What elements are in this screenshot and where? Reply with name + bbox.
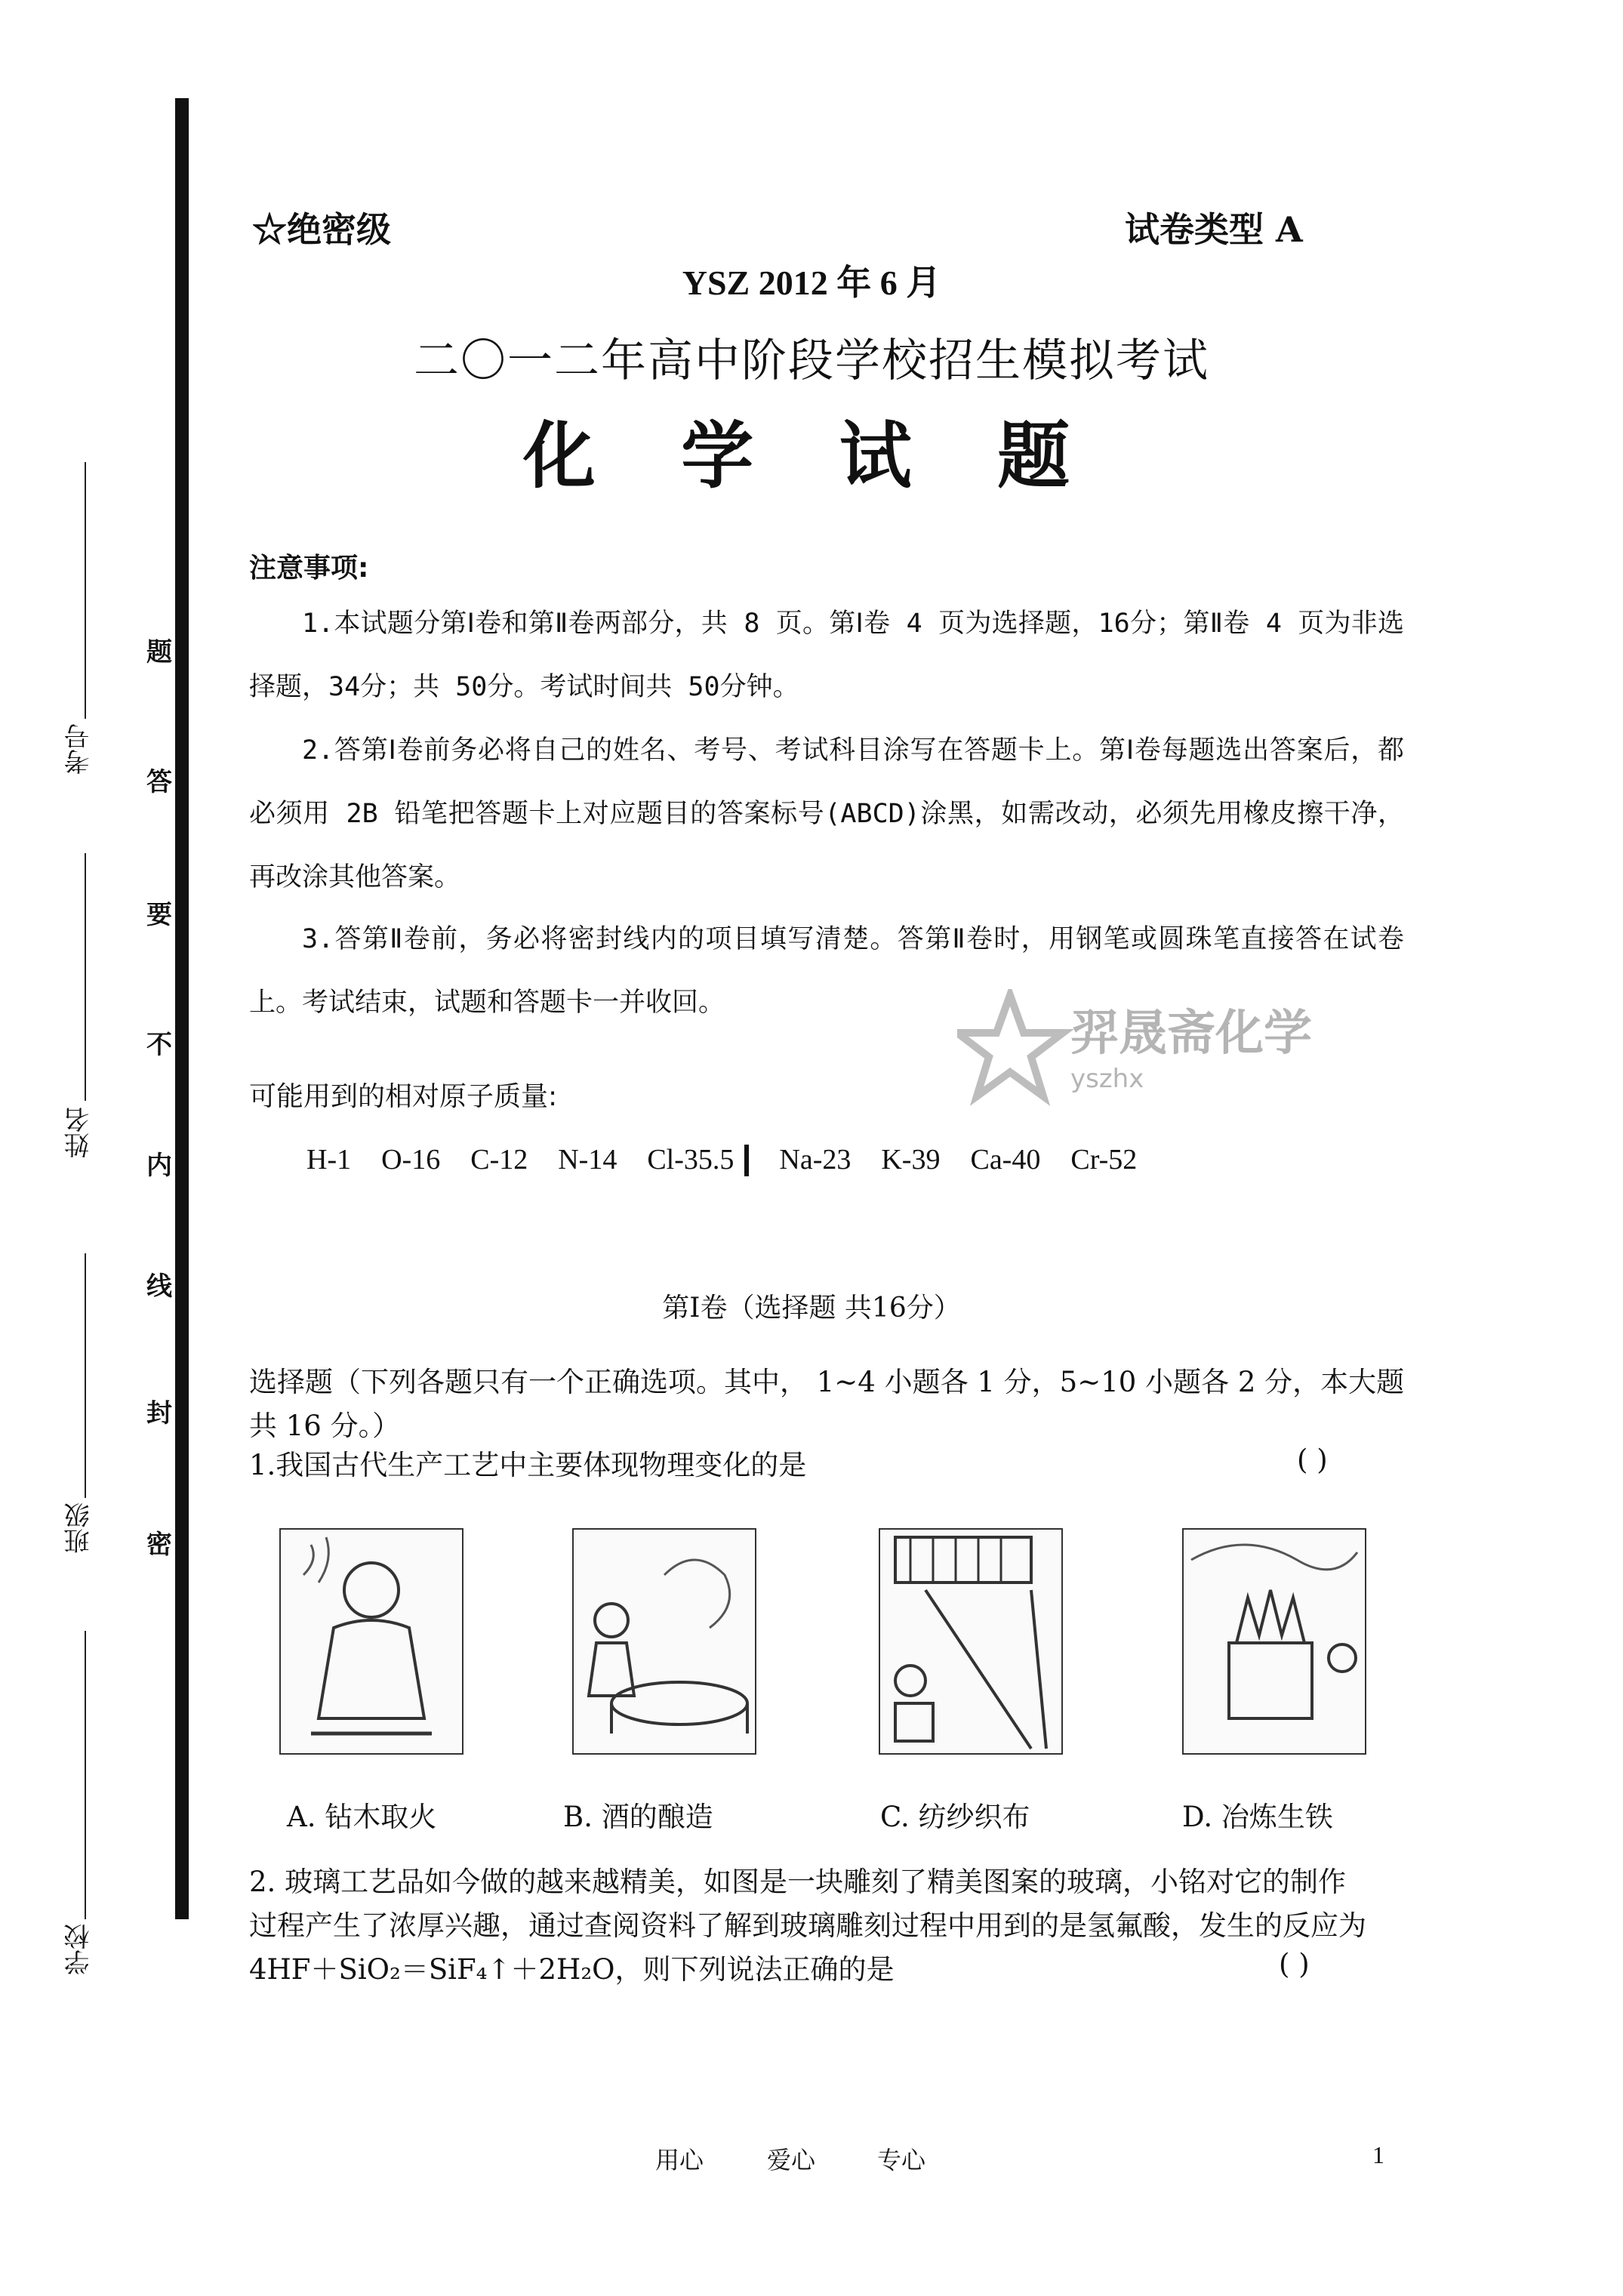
masses-list	[306, 1143, 1137, 1176]
question-2-stem-line: 2. 玻璃工艺品如今做的越来越精美，如图是一块雕刻了精美图案的玻璃，小铭对它的制作	[249, 1866, 1347, 1898]
footer-item: 爱心	[767, 2146, 816, 2174]
field-exam-number-label: 考号	[64, 723, 94, 775]
question-1-answer-bracket[interactable]: ( )	[1297, 1444, 1328, 1476]
star-icon	[957, 989, 1320, 1110]
mass-item: O-16	[381, 1144, 441, 1176]
seal-char: 答	[146, 767, 172, 797]
mass-item: Cl-35.5	[647, 1144, 735, 1176]
watermark-subtext: yszhx	[1070, 1064, 1144, 1094]
watermark-logo	[957, 989, 1320, 1110]
field-name-label: 姓名	[64, 1107, 94, 1158]
mass-separator	[744, 1145, 749, 1176]
question-2-stem-line: 4HF＋SiO₂＝SiF₄↑＋2H₂O，则下列说法正确的是	[249, 1953, 895, 1986]
mass-item: H-1	[306, 1144, 352, 1176]
mass-item: Cr-52	[1070, 1144, 1138, 1176]
question-2-stem-line: 过程产生了浓厚兴趣，通过查阅资料了解到玻璃雕刻过程中用到的是氢氟酸，发生的反应为	[249, 1909, 1366, 1942]
option-c[interactable]: C. 纺纱织布	[880, 1801, 1030, 1833]
notes-heading: 注意事项:	[249, 553, 369, 584]
question-2-answer-bracket[interactable]: ( )	[1279, 1948, 1310, 1980]
seal-char: 内	[146, 1151, 172, 1181]
field-school-label: 学校	[64, 1924, 94, 1975]
option-a[interactable]: A. 钻木取火	[287, 1801, 437, 1833]
note-item: 2.答第Ⅰ卷前务必将自己的姓名、考号、考试科目涂写在答题卡上。第Ⅰ卷每题选出答案后，都必须用 2B 铅笔把答题卡上对应题目的答案标号(ABCD)涂黑，如需改动，必须先用橡皮擦干净，再改涂其他答案。	[249, 735, 1404, 892]
seal-char: 密	[146, 1530, 172, 1560]
option-b-illustration	[572, 1528, 756, 1755]
page-number: 1	[1372, 2141, 1384, 2168]
mass-item: N-14	[558, 1144, 617, 1176]
field-school-line[interactable]	[85, 1631, 86, 1919]
mass-item: Na-23	[779, 1144, 852, 1176]
mass-item: Ca-40	[970, 1144, 1041, 1176]
footer-item: 用心	[655, 2146, 704, 2174]
option-d-illustration	[1182, 1528, 1366, 1755]
note-item: 3.答第Ⅱ卷前，务必将密封线内的项目填写清楚。答第Ⅱ卷时，用钢笔或圆珠笔直接答在试卷上。考试结束，试题和答题卡一并收回。	[249, 924, 1404, 1018]
seal-char: 线	[146, 1271, 172, 1302]
field-name-line[interactable]	[85, 853, 86, 1101]
seal-char: 题	[146, 637, 172, 667]
field-class-label: 班级	[64, 1502, 94, 1554]
option-c-illustration	[879, 1528, 1063, 1755]
section-title: 第Ⅰ卷（选择题 共16分）	[662, 1293, 961, 1324]
exam-subtitle: 二〇一二年高中阶段学校招生模拟考试	[414, 334, 1209, 387]
seal-char: 要	[146, 900, 172, 930]
option-a-illustration	[279, 1528, 463, 1755]
exam-type: 试卷类型 A	[1125, 209, 1303, 250]
secret-level: ☆绝密级	[252, 209, 391, 250]
option-b[interactable]: B. 酒的酿造	[563, 1801, 713, 1833]
exam-date: YSZ 2012 年 6 月	[682, 264, 941, 302]
page-title: 化 学 试 题	[522, 413, 1101, 498]
watermark-text: 羿晟斋化学	[1070, 1006, 1312, 1062]
section-intro: 选择题（下列各题只有一个正确选项。其中， 1~4 小题各 1 分，5~10 小题各 2 分，本大题共 16 分。）	[249, 1366, 1405, 1442]
seal-char: 封	[146, 1398, 172, 1428]
question-1-stem: 1.我国古代生产工艺中主要体现物理变化的是	[249, 1449, 807, 1481]
option-d[interactable]: D. 冶炼生铁	[1182, 1801, 1333, 1833]
mass-item: K-39	[881, 1144, 941, 1176]
seal-char: 不	[146, 1030, 172, 1060]
note-item: 1.本试题分第Ⅰ卷和第Ⅱ卷两部分，共 8 页。第Ⅰ卷 4 页为选择题，16分；第Ⅱ卷 4 页为非选择题，34分；共 50分。考试时间共 50分钟。	[249, 609, 1404, 702]
footer-item: 专心	[877, 2146, 926, 2174]
mass-item: C-12	[470, 1144, 528, 1176]
masses-heading: 可能用到的相对原子质量:	[249, 1081, 558, 1112]
